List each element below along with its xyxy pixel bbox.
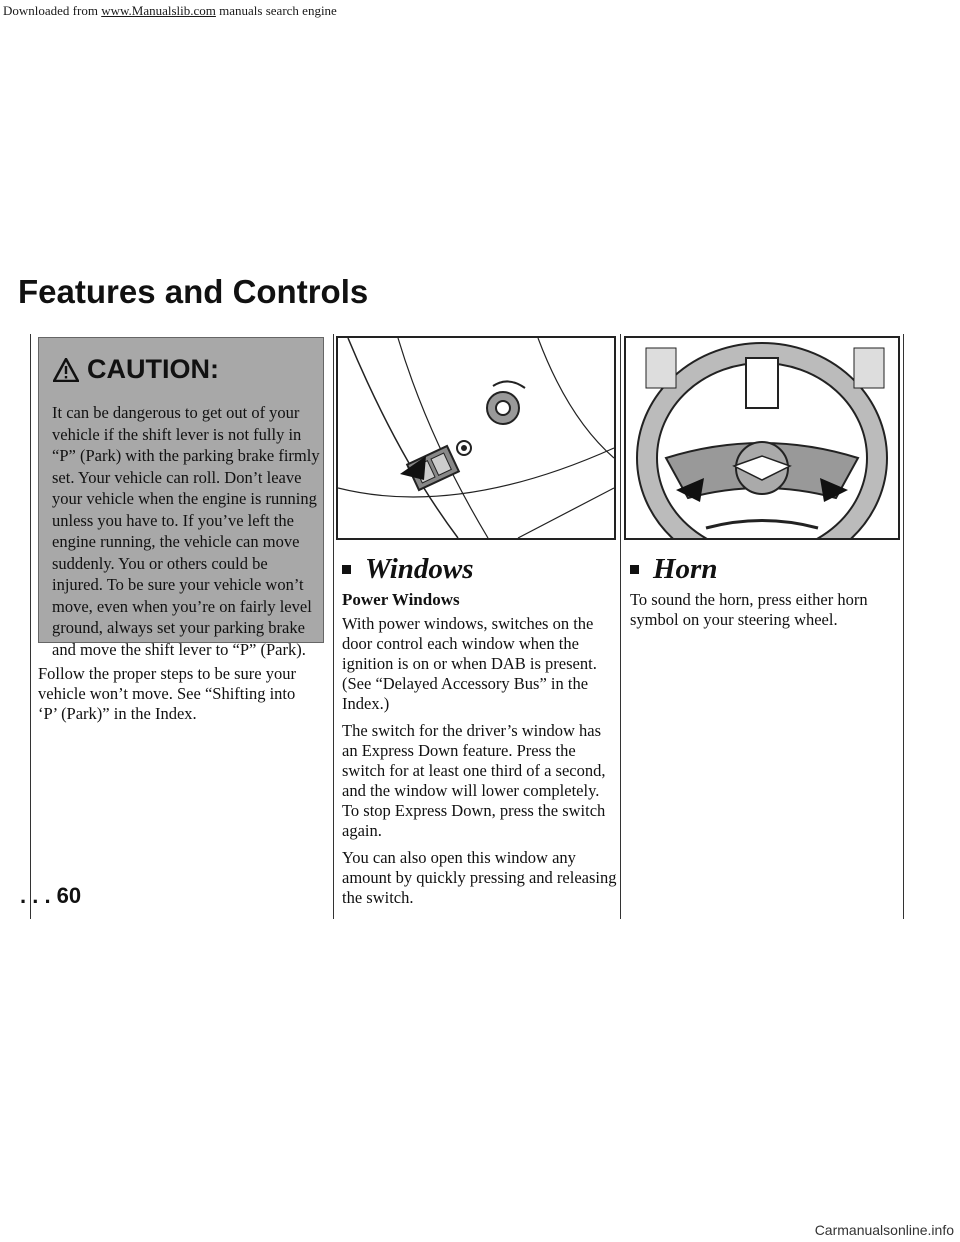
power-windows-subheading: Power Windows bbox=[342, 590, 460, 609]
caution-title: CAUTION: bbox=[87, 354, 219, 384]
column-divider bbox=[903, 334, 904, 919]
page-number: . . . 60 bbox=[20, 883, 82, 908]
horn-text: To sound the horn, press either horn symbol on your steering wheel. bbox=[630, 590, 868, 629]
bullet-icon bbox=[630, 565, 639, 574]
windows-text bbox=[342, 614, 618, 915]
windows-paragraph: With power windows, switches on the door control each window when the ignition is on or when DAB is present. (See “Delayed Accessory Bus” in the Index.) bbox=[342, 614, 597, 713]
section-title: Features and Controls bbox=[18, 273, 369, 310]
footer-watermark: Carmanualsonline.info bbox=[814, 1222, 954, 1238]
windows-paragraph: You can also open this window any amount by quickly pressing and releasing the switch. bbox=[342, 848, 617, 907]
caution-box bbox=[38, 337, 324, 659]
left-paragraph: Follow the proper steps to be sure your vehicle won’t move. See “Shifting into ‘P’ (Park)” in the Index. bbox=[38, 664, 296, 723]
download-header: Downloaded from www.Manualslib.com manuals search engine bbox=[3, 3, 337, 18]
window-switch-illustration bbox=[336, 336, 616, 540]
steering-wheel-drawing bbox=[626, 338, 898, 538]
caution-heading bbox=[53, 354, 219, 385]
windows-paragraph: The switch for the driver’s window has an Express Down feature. Press the switch for at least one third of a second, and the window will lower completely. To stop Express Down, press the switch again. bbox=[342, 721, 606, 840]
windows-heading: Windows bbox=[342, 553, 474, 586]
bullet-icon bbox=[342, 565, 351, 574]
column-divider bbox=[620, 334, 621, 919]
footer bbox=[0, 1222, 960, 1242]
column-divider bbox=[333, 334, 334, 919]
door-switch-drawing bbox=[338, 338, 614, 538]
manualslib-link[interactable]: www.Manualslib.com bbox=[101, 3, 216, 18]
warning-triangle-icon bbox=[53, 358, 79, 382]
horn-heading: Horn bbox=[630, 553, 717, 586]
caution-text: It can be dangerous to get out of your vehicle if the shift lever is not fully in “P” (Park) with the parking brake firmly set. Your vehicle can roll. Don’t leave your vehicle when the engine is running unless you have to. If you’ve left the engine running, the vehicle can move suddenly. You or others could be injured. To be sure your vehicle won’t move, even when you’re on fairly level ground, always set your parking brake and move the shift lever to “P” (Park). bbox=[52, 403, 320, 659]
column-divider bbox=[30, 334, 31, 919]
steering-wheel-illustration bbox=[624, 336, 900, 540]
